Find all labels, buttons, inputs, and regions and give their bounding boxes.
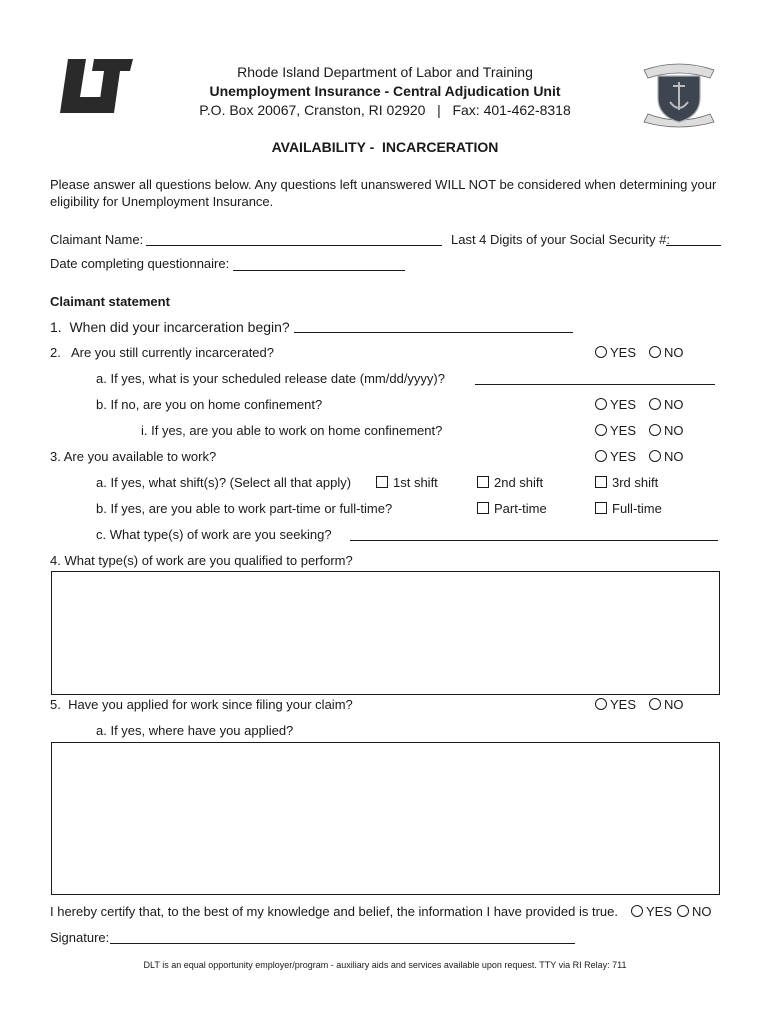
certification-statement: I hereby certify that, to the best of my knowledge and belief, the information I have provided is true.	[50, 904, 618, 919]
q4-answer-textarea[interactable]	[51, 571, 720, 695]
question-2: 2. Are you still currently incarcerated?	[50, 345, 274, 360]
radio-icon	[595, 698, 607, 710]
rhode-island-seal-icon	[640, 58, 718, 128]
date-input[interactable]	[233, 256, 405, 271]
radio-icon	[631, 905, 643, 917]
footer-notice: DLT is an equal opportunity employer/program - auxiliary aids and services available upon request. TTY via RI Relay: 711	[143, 960, 627, 970]
q3-no-option[interactable]: NO	[649, 449, 684, 464]
ssn-input[interactable]	[666, 231, 721, 246]
radio-icon	[649, 450, 661, 462]
shift-3rd-checkbox[interactable]: 3rd shift	[595, 475, 658, 490]
radio-icon	[595, 398, 607, 410]
certify-yes-option[interactable]: YES	[631, 904, 672, 919]
question-5a: a. If yes, where have you applied?	[96, 723, 294, 738]
full-time-checkbox[interactable]: Full-time	[595, 501, 662, 516]
question-3: 3. Are you available to work?	[50, 449, 217, 464]
radio-icon	[595, 424, 607, 436]
certify-no-option[interactable]: NO	[677, 904, 712, 919]
question-3a: a. If yes, what shift(s)? (Select all that apply)	[96, 475, 352, 490]
radio-icon	[649, 398, 661, 410]
instructions: Please answer all questions below. Any questions left unanswered WILL NOT be considered when determining your eligibility for Unemployment Insurance.	[50, 177, 717, 209]
q5-yes-option[interactable]: YES	[595, 697, 636, 712]
question-2b-i: i. If yes, are you able to work on home confinement?	[141, 423, 443, 438]
checkbox-icon	[477, 476, 489, 488]
signature-label: Signature:	[50, 930, 110, 945]
q2-yes-option[interactable]: YES	[595, 345, 636, 360]
question-3b: b. If yes, are you able to work part-time or full-time?	[96, 501, 393, 516]
agency-name: Rhode Island Department of Labor and Training	[237, 64, 533, 80]
question-3c: c. What type(s) of work are you seeking?	[96, 527, 332, 542]
q3-yes-option[interactable]: YES	[595, 449, 636, 464]
section-heading: Claimant statement	[50, 294, 170, 309]
state-seal	[640, 58, 718, 128]
claimant-name-label: Claimant Name:	[50, 232, 144, 247]
radio-icon	[595, 450, 607, 462]
checkbox-icon	[595, 476, 607, 488]
q2bi-yes-option[interactable]: YES	[595, 423, 636, 438]
q2a-release-date-input[interactable]	[475, 370, 715, 385]
question-2b: b. If no, are you on home confinement?	[96, 397, 323, 412]
part-time-checkbox[interactable]: Part-time	[477, 501, 547, 516]
checkbox-icon	[477, 502, 489, 514]
claimant-name-input[interactable]	[146, 231, 442, 246]
q5a-answer-textarea[interactable]	[51, 742, 720, 895]
q3c-work-type-input[interactable]	[350, 526, 718, 541]
question-2a: a. If yes, what is your scheduled release date (mm/dd/yyyy)?	[96, 371, 445, 386]
q2b-yes-option[interactable]: YES	[595, 397, 636, 412]
shift-2nd-checkbox[interactable]: 2nd shift	[477, 475, 543, 490]
ssn-label: Last 4 Digits of your Social Security #:	[451, 232, 670, 247]
unit-name: Unemployment Insurance - Central Adjudication Unit	[209, 83, 561, 99]
checkbox-icon	[376, 476, 388, 488]
agency-address: P.O. Box 20067, Cranston, RI 02920 | Fax: 401-462-8318	[199, 102, 571, 118]
q2-no-option[interactable]: NO	[649, 345, 684, 360]
radio-icon	[677, 905, 689, 917]
question-1: 1. When did your incarceration begin?	[50, 319, 290, 335]
date-label: Date completing questionnaire:	[50, 256, 230, 271]
radio-icon	[649, 424, 661, 436]
radio-icon	[649, 698, 661, 710]
q5-no-option[interactable]: NO	[649, 697, 684, 712]
radio-icon	[595, 346, 607, 358]
radio-icon	[649, 346, 661, 358]
q2bi-no-option[interactable]: NO	[649, 423, 684, 438]
q2b-no-option[interactable]: NO	[649, 397, 684, 412]
q1-answer-input[interactable]	[294, 318, 573, 333]
signature-input[interactable]	[110, 929, 575, 944]
checkbox-icon	[595, 502, 607, 514]
form-title: AVAILABILITY - INCARCERATION	[271, 139, 499, 155]
question-4: 4. What type(s) of work are you qualified to perform?	[50, 553, 353, 568]
question-5: 5. Have you applied for work since filing your claim?	[50, 697, 353, 712]
shift-1st-checkbox[interactable]: 1st shift	[376, 475, 438, 490]
